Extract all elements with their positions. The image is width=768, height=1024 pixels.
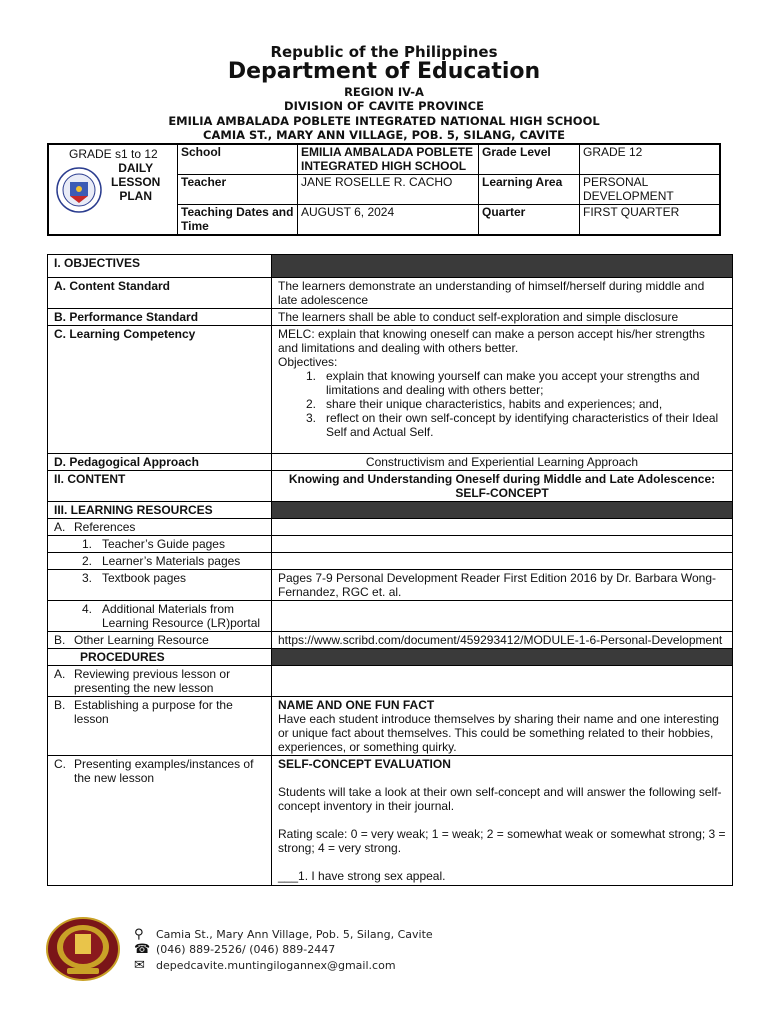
grade-level-label: Grade Level (479, 144, 580, 175)
phone-icon: ☎ (134, 942, 151, 957)
textbook-number: 3. (81, 571, 92, 585)
lesson-plan-table (47, 254, 733, 886)
performance-standard-value: The learners shall be able to conduct self-exploration and simple disclosure (272, 309, 733, 326)
proc-b-number: B. (54, 698, 66, 712)
content-standard-label: A. Content Standard (48, 278, 272, 309)
header-division: DIVISION OF CAVITE PROVINCE (284, 99, 484, 113)
resources-label: III. LEARNING RESOURCES (48, 502, 272, 519)
footer-address: Camia St., Mary Ann Village, Pob. 5, Silang, Cavite (156, 928, 433, 941)
lesson-info-table (47, 143, 721, 236)
other-resource-text: Other Learning Resource (74, 633, 209, 647)
proc-b-title: NAME AND ONE FUN FACT (278, 698, 435, 712)
footer-phone: (046) 889-2526/ (046) 889-2447 (156, 943, 336, 956)
school-label: School (178, 144, 298, 175)
proc-c-value (272, 756, 733, 886)
proc-a-number: A. (54, 667, 66, 681)
learners-materials-number: 2. (81, 554, 92, 568)
resources-bar (272, 502, 733, 519)
objective-text: share their unique characteristics, habits and experiences; and, (326, 397, 663, 411)
references-number: A. (54, 520, 66, 534)
quarter-value: FIRST QUARTER (580, 205, 721, 236)
references-text: References (74, 520, 136, 534)
competency-value (272, 326, 733, 454)
learning-area-value: PERSONAL DEVELOPMENT (580, 175, 721, 205)
objective-item (278, 411, 726, 439)
dates-label: Teaching Dates and Time (178, 205, 298, 236)
content-value: Knowing and Understanding Oneself during Middle and Late Adolescence: SELF-CONCEPT (272, 471, 733, 502)
teachers-guide-text: Teacher’s Guide pages (102, 537, 225, 551)
approach-value: Constructivism and Experiential Learning Approach (272, 454, 733, 471)
dlp-cell (48, 144, 178, 235)
content-standard-value: The learners demonstrate an understanding of himself/herself during middle and late adolescence (272, 278, 733, 309)
procedures-bar (272, 649, 733, 666)
competency-label: C. Learning Competency (48, 326, 272, 454)
proc-c-inventory-item (278, 869, 726, 883)
objective-item (278, 369, 726, 397)
deped-seal-icon (56, 167, 102, 213)
learners-materials-value (272, 553, 733, 570)
proc-c-title: SELF-CONCEPT EVALUATION (278, 757, 451, 771)
proc-b-value (272, 697, 733, 756)
textbook-value: Pages 7-9 Personal Development Reader First Edition 2016 by Dr. Barbara Wong-Fernandez, RGC et. al. (272, 570, 733, 601)
footer-phone-row (134, 942, 335, 957)
header-republic: Republic of the Philippines (270, 43, 498, 61)
grade-range: GRADE s1 to 12 (69, 147, 158, 161)
quarter-label: Quarter (479, 205, 580, 236)
proc-c-paragraph-1: Students will take a look at their own self-concept and will answer the following self-concept inventory in their journal. (278, 785, 722, 813)
header-school: EMILIA AMBALADA POBLETE INTEGRATED NATIONAL HIGH SCHOOL (168, 114, 600, 128)
footer-email[interactable]: depedcavite.muntingilogannex@gmail.com (156, 959, 396, 972)
proc-a-label (48, 666, 272, 697)
other-resource-number: B. (54, 633, 66, 647)
envelope-icon: ✉ (134, 958, 145, 973)
header-address: CAMIA ST., MARY ANN VILLAGE, POB. 5, SILANG, CAVITE (203, 128, 565, 142)
dlp-title (111, 161, 160, 203)
teachers-guide-number: 1. (81, 537, 92, 551)
objectives-bar (272, 255, 733, 278)
lr-portal-value (272, 601, 733, 632)
teachers-guide-value (272, 536, 733, 553)
learners-materials-label (48, 553, 272, 570)
teacher-value: JANE ROSELLE R. CACHO (298, 175, 479, 205)
proc-a-text: Reviewing previous lesson or presenting the new lesson (74, 667, 231, 695)
objective-number: 3. (305, 411, 316, 425)
content-label: II. CONTENT (48, 471, 272, 502)
grade-level-value: GRADE 12 (580, 144, 721, 175)
location-pin-icon: ⚲ (134, 927, 144, 942)
proc-b-text: Establishing a purpose for the lesson (74, 698, 233, 726)
answer-blank: ___ (278, 869, 299, 883)
approach-label: D. Pedagogical Approach (48, 454, 272, 471)
dates-value: AUGUST 6, 2024 (298, 205, 479, 236)
objective-number: 1. (305, 369, 316, 383)
teacher-label: Teacher (178, 175, 298, 205)
procedures-heading: PROCEDURES (48, 649, 272, 666)
proc-c-number: C. (54, 757, 66, 771)
proc-a-value (272, 666, 733, 697)
proc-c-paragraph-2: Rating scale: 0 = very weak; 1 = weak; 2 = somewhat weak or somewhat strong; 3 = strong; 4 = very strong. (278, 827, 726, 855)
other-resource-link[interactable]: https://www.scribd.com/document/459293412/MODULE-1-6-Personal-Development (272, 632, 733, 649)
melc-text: MELC: explain that knowing oneself can make a person accept his/her strengths and limitations and dealing with others better. (278, 327, 705, 355)
school-logo-icon (45, 916, 121, 982)
footer-address-row (134, 927, 433, 942)
objective-text: explain that knowing yourself can make you accept your strengths and limitations and dealing with others better; (326, 369, 700, 397)
header-region: REGION IV-A (344, 85, 424, 99)
objectives-subheading: Objectives: (278, 355, 338, 369)
school-value: EMILIA AMBALADA POBLETE INTEGRATED HIGH SCHOOL (298, 144, 479, 175)
footer-email-row (134, 958, 396, 973)
objective-text: reflect on their own self-concept by identifying characteristics of their Ideal Self and Actual Self. (326, 411, 719, 439)
header-department: Department of Education (227, 59, 541, 84)
objective-number: 2. (305, 397, 316, 411)
proc-c-label (48, 756, 272, 886)
lr-portal-text: Additional Materials from Learning Resource (LR)portal (102, 602, 261, 630)
textbook-label (48, 570, 272, 601)
objectives-heading: I. OBJECTIVES (48, 255, 272, 278)
proc-c-text: Presenting examples/instances of the new lesson (74, 757, 254, 785)
inventory-item-text: 1. I have strong sex appeal. (298, 869, 446, 883)
lr-portal-label (48, 601, 272, 632)
lr-portal-number: 4. (81, 602, 92, 616)
dlp-title-line: DAILY LESSON PLAN (111, 161, 161, 203)
proc-b-label (48, 697, 272, 756)
proc-b-text-body: Have each student introduce themselves by sharing their name and one interesting or unique fact about themselves. This could be something related to their hobbies, experiences, or something quirky. (278, 712, 719, 754)
objective-item (278, 397, 726, 411)
performance-standard-label: B. Performance Standard (48, 309, 272, 326)
learning-area-label: Learning Area (479, 175, 580, 205)
references-value (272, 519, 733, 536)
textbook-text: Textbook pages (102, 571, 187, 585)
other-resource-label (48, 632, 272, 649)
teachers-guide-label (48, 536, 272, 553)
references-label (48, 519, 272, 536)
learners-materials-text: Learner’s Materials pages (102, 554, 241, 568)
